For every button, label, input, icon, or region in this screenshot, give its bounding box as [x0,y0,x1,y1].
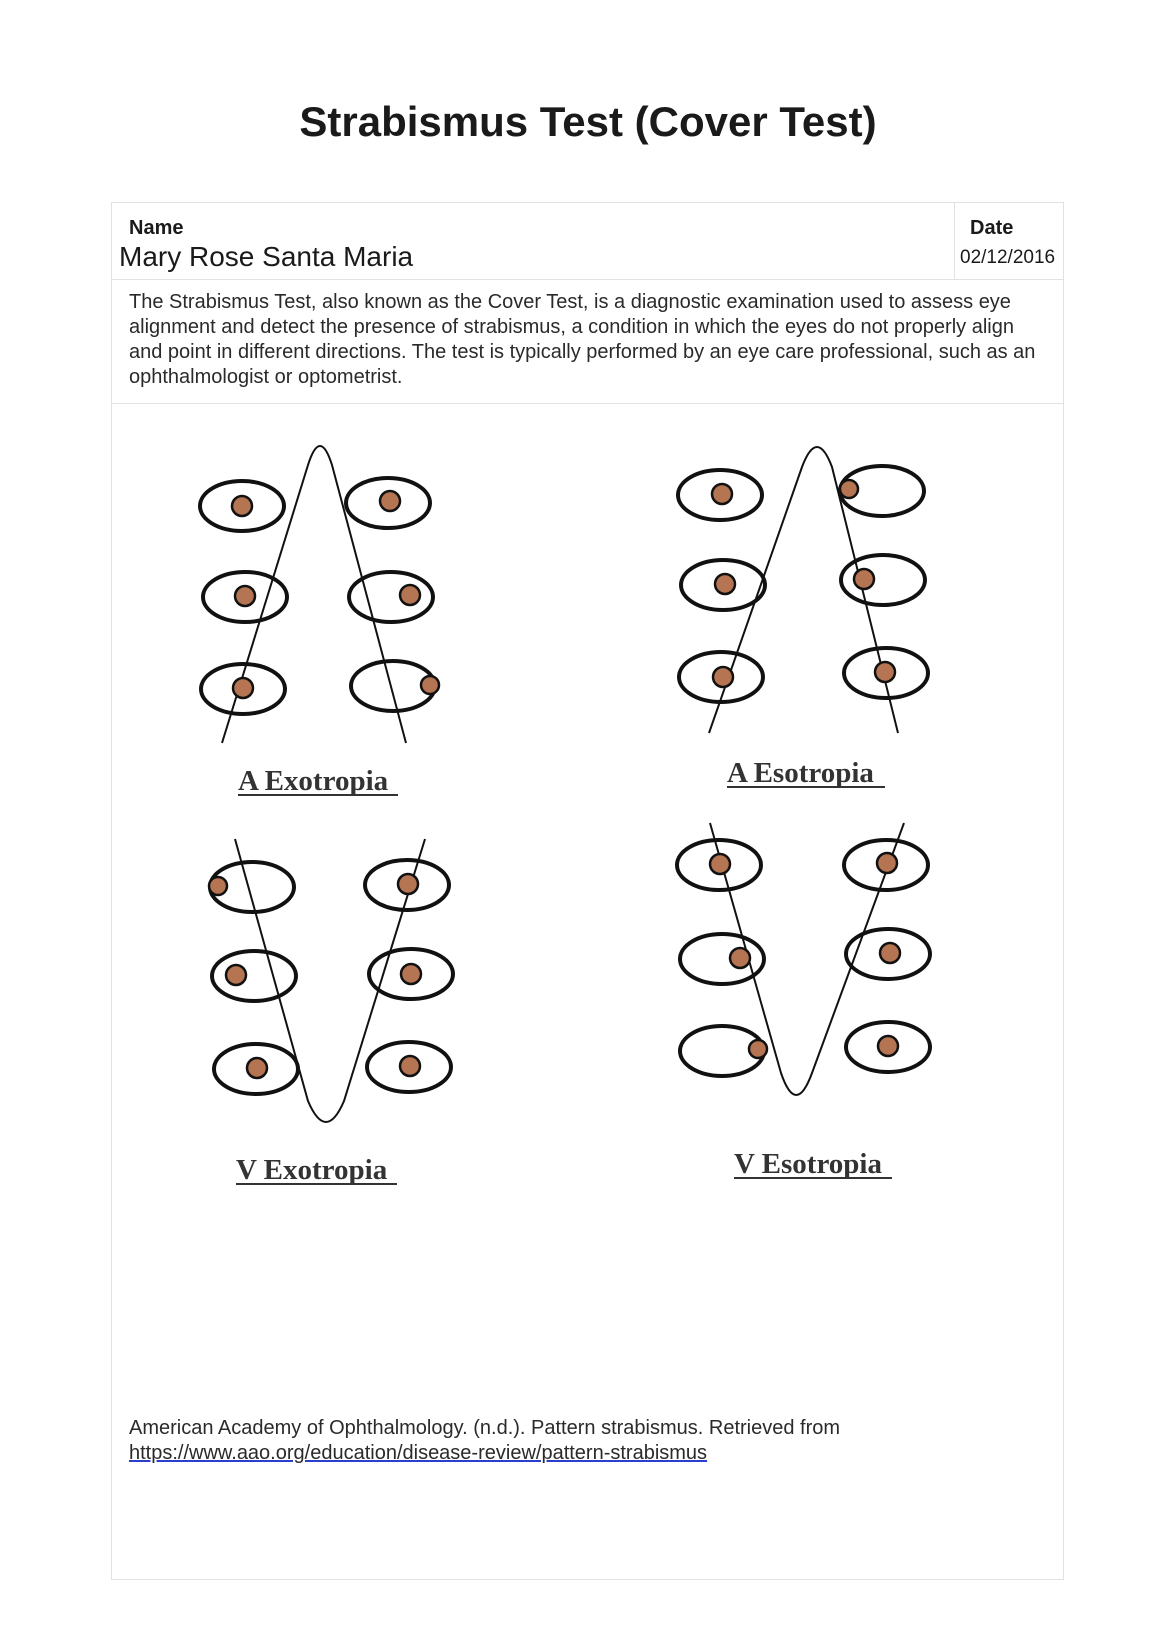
reference-link[interactable]: https://www.aao.org/education/disease-review/pattern-strabismus [129,1442,708,1464]
pattern-strabismus-diagram [112,203,1063,1203]
label-v-exotropia: V Exotropia [236,1154,388,1186]
label-v-esotropia: V Esotropia [734,1148,882,1180]
reference-text: American Academy of Ophthalmology. (n.d.). Pattern strabismus. Retrieved from [129,1417,841,1439]
name-label: Name [129,217,184,239]
date-field[interactable]: 02/12/2016 [960,247,1056,268]
page-title: Strabismus Test (Cover Test) [299,98,877,145]
label-a-exotropia: A Exotropia [238,765,389,797]
date-label: Date [970,217,1014,239]
description-text: The Strabismus Test, also known as the Cover Test, is a diagnostic examination used to assess eye alignment and detect the presence of strabismus, a condition in which the eyes do not properly align and point in different directions. The test is typically performed by an eye care professional, such as an ophthalmologist or optometrist. [129,291,1036,388]
name-field[interactable]: Mary Rose Santa Maria [119,241,414,272]
cover-test-form [111,202,1064,1580]
reference-citation [129,1416,1049,1466]
label-a-esotropia: A Esotropia [727,757,874,789]
